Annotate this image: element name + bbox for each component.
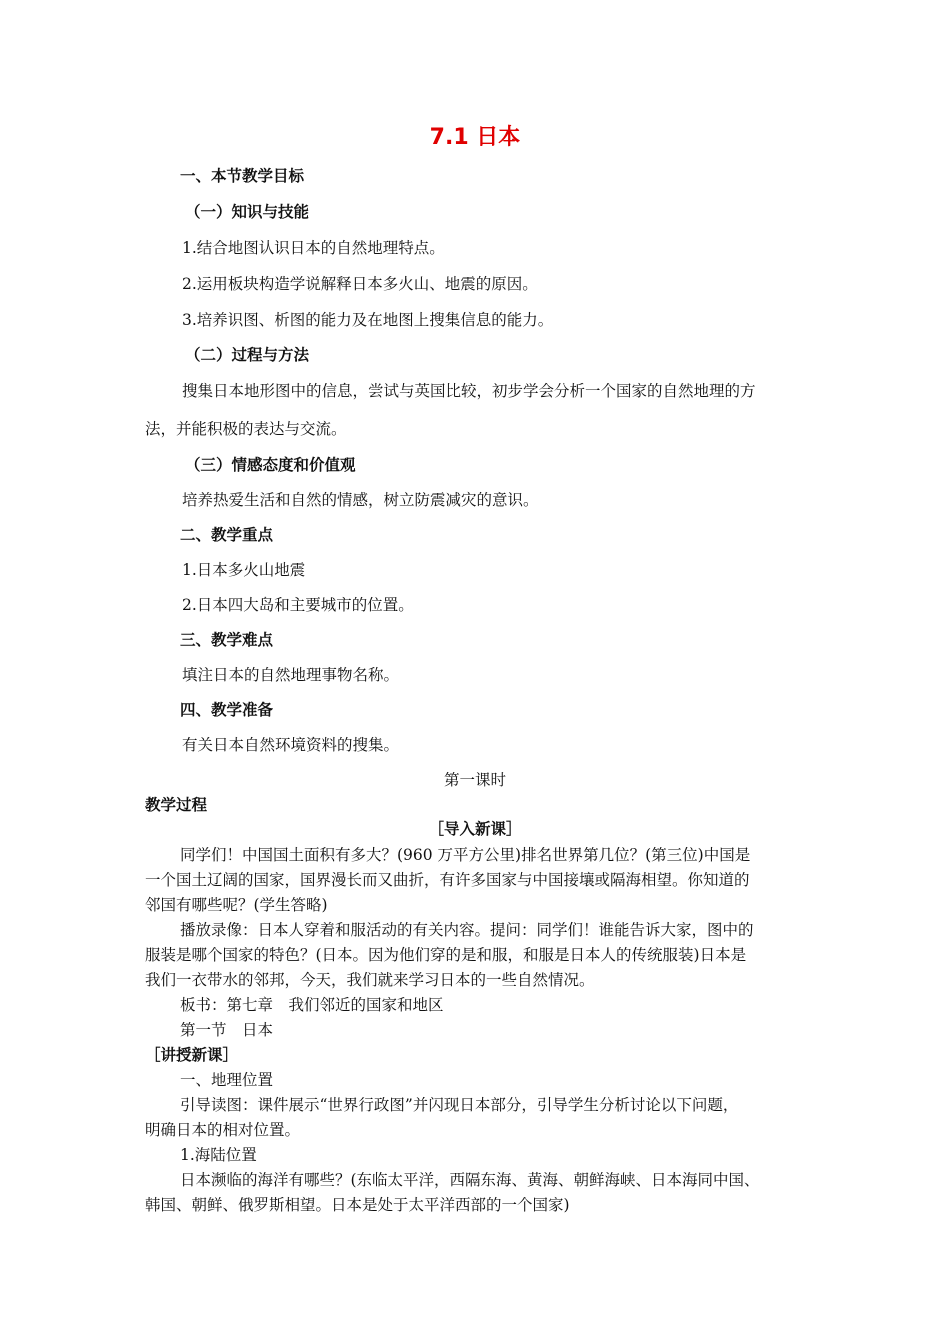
intro-line-6: 我们一衣带水的邻邦，今天，我们就来学习日本的一些自然情况。 [145, 971, 595, 989]
objective-item-3: 3.培养识图、析图的能力及在地图上搜集信息的能力。 [182, 311, 554, 329]
paragraph-attitude: 培养热爱生活和自然的情感，树立防震减灾的意识。 [182, 491, 539, 509]
section-heading-key-points: 二、教学重点 [180, 526, 274, 544]
section-heading-objectives: 一、本节教学目标 [180, 167, 305, 185]
preparation-item: 有关日本自然环境资料的搜集。 [182, 736, 400, 754]
paragraph-process-line-1: 搜集日本地形图中的信息，尝试与英国比较，初步学会分析一个国家的自然地理的方 [182, 382, 756, 400]
subheading-knowledge-skills: （一）知识与技能 [185, 203, 310, 221]
objective-item-1: 1.结合地图认识日本的自然地理特点。 [182, 239, 445, 257]
key-point-1: 1.日本多火山地震 [182, 561, 306, 579]
sea-land-position-heading: 1.海陆位置 [180, 1146, 257, 1164]
objective-item-2: 2.运用板块构造学说解释日本多火山、地震的原因。 [182, 275, 538, 293]
intro-line-4: 播放录像：日本人穿着和服活动的有关内容。提问：同学们！谁能告诉大家，图中的 [180, 921, 754, 939]
guide-line-1: 引导读图：课件展示“世界行政图”并闪现日本部分，引导学生分析讨论以下问题， [180, 1096, 739, 1114]
seas-line-2: 韩国、朝鲜、俄罗斯相望。日本是处于太平洋西部的一个国家) [145, 1196, 570, 1214]
intro-line-3: 邻国有哪些呢？(学生答略) [145, 896, 328, 914]
subheading-attitude-values: （三）情感态度和价值观 [185, 456, 356, 474]
board-writing-section: 第一节 日本 [180, 1021, 274, 1039]
board-writing-chapter: 板书：第七章 我们邻近的国家和地区 [180, 996, 444, 1014]
guide-line-2: 明确日本的相对位置。 [145, 1121, 301, 1139]
section-heading-difficulties: 三、教学难点 [180, 631, 274, 649]
geo-location-heading: 一、地理位置 [180, 1071, 274, 1089]
intro-line-2: 一个国土辽阔的国家，国界漫长而又曲折，有许多国家与中国接壤或隔海相望。你知道的 [145, 871, 750, 889]
intro-line-5: 服装是哪个国家的特色？(日本。因为他们穿的是和服，和服是日本人的传统服装)日本是 [145, 946, 747, 964]
difficulty-item: 填注日本的自然地理事物名称。 [182, 666, 400, 684]
intro-line-1: 同学们！中国国土面积有多大？(960 万平方公里)排名世界第几位？(第三位)中国是 [180, 846, 751, 864]
lesson-period: 第一课时 [443, 771, 506, 789]
seas-line-1: 日本濒临的海洋有哪些？(东临太平洋，西隔东海、黄海、朝鲜海峡、日本海同中国、 [180, 1171, 760, 1189]
subheading-process-method: （二）过程与方法 [185, 346, 310, 364]
section-heading-preparation: 四、教学准备 [180, 701, 274, 719]
intro-heading: ［导入新课］ [428, 820, 522, 838]
key-point-2: 2.日本四大岛和主要城市的位置。 [182, 596, 414, 614]
paragraph-process-line-2: 法，并能积极的表达与交流。 [145, 420, 347, 438]
teaching-process-heading: 教学过程 [145, 796, 208, 814]
document-title: 7.1 日本 [429, 125, 521, 150]
new-lesson-heading: ［讲授新课］ [145, 1046, 239, 1064]
